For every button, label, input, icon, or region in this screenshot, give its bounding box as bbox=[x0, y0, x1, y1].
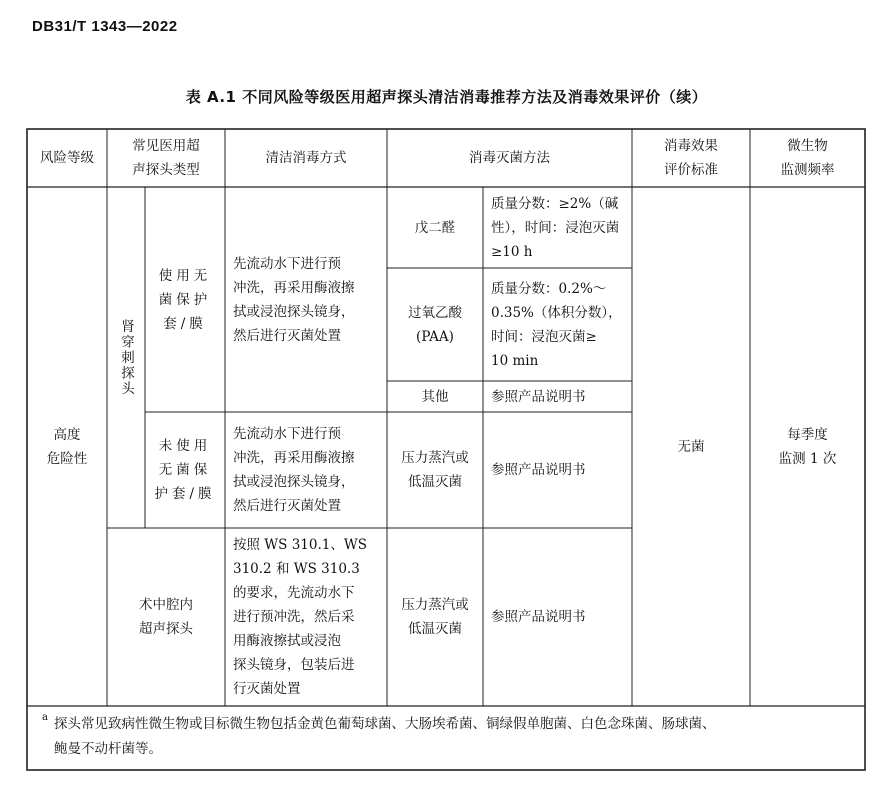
method-3-detail-cell: 参照产品说明书 bbox=[491, 388, 586, 405]
header-criteria: 消毒效果 评价标准 bbox=[664, 138, 718, 178]
probe-group-cell bbox=[107, 187, 145, 528]
header-frequency: 微生物 监测频率 bbox=[780, 138, 835, 178]
header-method: 消毒灭菌方法 bbox=[469, 150, 550, 166]
risk-level-cell: 高度 危险性 bbox=[46, 426, 88, 467]
footnote-text: 探头常见致病性微生物或目标微生物包括金黄色葡萄球菌、大肠埃希菌、铜绿假单胞菌、白色念珠菌、肠球菌、 鲍曼不动杆菌等。 bbox=[54, 716, 716, 757]
probe-type-3-cell: 术中腔内 超声探头 bbox=[139, 597, 193, 637]
method-3-cell: 其他 bbox=[421, 388, 449, 405]
cleaning-2-cell: 先流动水下进行预 冲洗，再采用酶液擦 拭或浸泡探头镜身， 然后进行灭菌处置 bbox=[233, 426, 355, 514]
method-4-cell: 压力蒸汽或 低温灭菌 bbox=[401, 450, 469, 490]
method-2-cell: 过氧乙酸 (PAA) bbox=[408, 304, 462, 345]
method-5-cell: 压力蒸汽或 低温灭菌 bbox=[401, 597, 469, 637]
criteria-cell: 无菌 bbox=[677, 438, 705, 455]
header-probe-type: 常见医用超 声探头类型 bbox=[132, 138, 200, 178]
probe-group-label: 肾穿刺探头 bbox=[118, 318, 134, 397]
footnote-mark: a bbox=[42, 712, 48, 723]
sub-type-2-cell: 未使用 无菌保 护套/膜 bbox=[154, 438, 216, 502]
frequency-cell: 每季度 监测 1 次 bbox=[778, 426, 837, 467]
sub-type-1-cell: 使用无 菌保护 套/膜 bbox=[158, 267, 212, 332]
header-cleaning: 清洁消毒方式 bbox=[265, 150, 347, 166]
method-1-detail-cell: 质量分数：≥2%（碱 性），时间：浸泡灭菌 ≥10 h bbox=[491, 195, 620, 260]
method-4-detail-cell: 参照产品说明书 bbox=[491, 462, 586, 478]
table-title: 表 A.1 不同风险等级医用超声探头清洁消毒推荐方法及消毒效果评价（续） bbox=[185, 88, 708, 106]
cleaning-1-cell: 先流动水下进行预 冲洗，再采用酶液擦 拭或浸泡探头镜身， 然后进行灭菌处置 bbox=[233, 255, 355, 344]
method-1-cell: 戊二醛 bbox=[414, 219, 456, 236]
method-5-detail-cell: 参照产品说明书 bbox=[491, 609, 586, 625]
cleaning-3-cell: 按照 WS 310.1、WS 310.2 和 WS 310.3 的要求，先流动水下 进行预冲洗，然后采 用酶液擦拭或浸泡 探头镜身，包装后进 行灭菌处置 bbox=[233, 537, 367, 697]
method-2-detail-cell: 质量分数：0.2%～ 0.35%（体积分数）， 时间：浸泡灭菌≥ 10 min bbox=[491, 280, 622, 369]
document-code: DB31/T 1343—2022 bbox=[32, 18, 178, 35]
header-risk-level: 风险等级 bbox=[40, 150, 94, 166]
